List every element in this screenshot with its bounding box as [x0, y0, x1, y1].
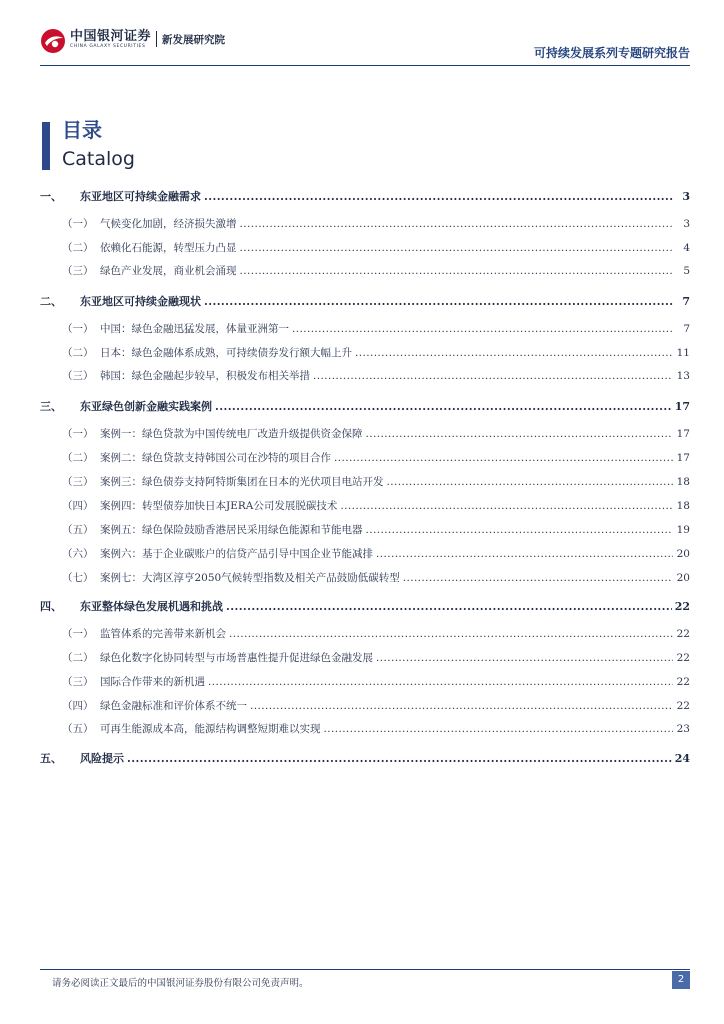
toc-entry[interactable] — [40, 398, 690, 414]
toc-entry[interactable] — [40, 188, 690, 204]
toc-entry-page: 22 — [676, 700, 690, 712]
toc-leader-dots — [376, 548, 673, 560]
toc-entry-page: 22 — [674, 600, 690, 613]
toc-entry-title: 案例六：基于企业碳账户的信贷产品引导中国企业节能减排 — [100, 548, 373, 560]
toc-entry-title: 依赖化石能源，转型压力凸显 — [100, 242, 237, 254]
brand-name-en: CHINA GALAXY SECURITIES — [70, 44, 146, 49]
toc-leader-dots — [250, 700, 673, 712]
brand-block — [70, 29, 151, 50]
toc-entry[interactable] — [40, 345, 690, 360]
toc-entry[interactable] — [40, 450, 690, 465]
page-number: 2 — [672, 971, 690, 989]
toc-entry-title: 绿色金融标准和评价体系不统一 — [100, 700, 247, 712]
toc-leader-dots — [240, 265, 674, 277]
toc-entry[interactable] — [40, 216, 690, 231]
toc-entry-page: 24 — [674, 752, 690, 765]
toc-entry[interactable] — [40, 498, 690, 513]
toc-entry-page: 18 — [676, 500, 690, 512]
page-title-cn: 目录 — [62, 118, 102, 142]
toc-entry-page: 20 — [676, 548, 690, 560]
toc-entry-page: 7 — [683, 323, 690, 335]
toc-entry-number: （二） — [62, 452, 94, 464]
toc-leader-dots — [403, 572, 673, 584]
toc-leader-dots — [292, 323, 673, 335]
toc-entry-page: 7 — [682, 295, 690, 308]
toc-entry[interactable] — [40, 674, 690, 689]
toc-entry-page: 3 — [682, 190, 690, 203]
toc-leader-dots — [366, 428, 674, 440]
toc-entry-number: （一） — [62, 323, 94, 335]
toc-entry-number: （三） — [62, 265, 94, 277]
toc-entry-title: 东亚整体绿色发展机遇和挑战 — [80, 600, 223, 613]
toc-entry-number: （三） — [62, 676, 94, 688]
toc-leader-dots — [366, 524, 674, 536]
toc-leader-dots — [376, 652, 673, 664]
toc-entry-title: 案例一：绿色贷款为中国传统电厂改造升级提供资金保障 — [100, 428, 363, 440]
toc-entry-title: 案例五：绿色保险鼓励香港居民采用绿色能源和节能电器 — [100, 524, 363, 536]
toc-leader-dots — [313, 370, 673, 382]
toc-leader-dots — [240, 218, 674, 230]
toc-entry-number: （三） — [62, 370, 94, 382]
toc-entry-page: 11 — [676, 347, 690, 359]
toc-entry-number: （四） — [62, 700, 94, 712]
title-accent-bar — [42, 122, 50, 170]
toc-entry[interactable] — [40, 263, 690, 278]
toc-entry-title: 案例二：绿色贷款支持韩国公司在沙特的项目合作 — [100, 452, 331, 464]
toc-entry[interactable] — [40, 598, 690, 614]
toc-leader-dots — [208, 676, 673, 688]
toc-entry-title: 可再生能源成本高，能源结构调整短期难以实现 — [100, 723, 321, 735]
toc-entry-number: （五） — [62, 723, 94, 735]
toc-entry-number: （二） — [62, 652, 94, 664]
toc-entry-title: 韩国：绿色金融起步较早，积极发布相关举措 — [100, 370, 310, 382]
toc-entry-page: 17 — [676, 452, 690, 464]
toc-leader-dots — [215, 400, 672, 413]
galaxy-logo-icon — [40, 28, 66, 54]
institute-name: 新发展研究院 — [162, 34, 225, 46]
toc-entry-page: 17 — [676, 428, 690, 440]
toc-entry-number: （七） — [62, 572, 94, 584]
toc-entry[interactable] — [40, 626, 690, 641]
toc-leader-dots — [387, 476, 674, 488]
toc-entry-number: 四、 — [40, 600, 62, 613]
toc-entry-title: 日本：绿色金融体系成熟，可持续债券发行额大幅上升 — [100, 347, 352, 359]
toc-leader-dots — [240, 242, 674, 254]
toc-entry-page: 20 — [676, 572, 690, 584]
brand-name-cn: 中国银河证券 — [70, 29, 152, 44]
header-separator — [156, 31, 157, 47]
toc-leader-dots — [340, 500, 673, 512]
toc-entry[interactable] — [40, 750, 690, 766]
toc-entry-title: 气候变化加剧，经济损失激增 — [100, 218, 237, 230]
toc-entry-page: 3 — [683, 218, 690, 230]
toc-entry-page: 5 — [683, 265, 690, 277]
toc-entry-page: 19 — [676, 524, 690, 536]
toc-entry-number: （二） — [62, 347, 94, 359]
toc-entry-title: 风险提示 — [80, 752, 124, 765]
toc-leader-dots — [229, 628, 673, 640]
toc-entry-title: 案例四：转型债券加快日本JERA公司发展脱碳技术 — [100, 500, 338, 512]
toc-entry-number: （一） — [62, 628, 94, 640]
toc-entry-title: 绿色化数字化协同转型与市场普惠性提升促进绿色金融发展 — [100, 652, 373, 664]
toc-entry-number: （五） — [62, 524, 94, 536]
toc-leader-dots — [204, 190, 673, 203]
toc-entry-page: 22 — [676, 652, 690, 664]
toc-leader-dots — [355, 347, 673, 359]
toc-leader-dots — [204, 295, 673, 308]
toc-entry-number: 五、 — [40, 752, 62, 765]
toc-entry[interactable] — [40, 368, 690, 383]
toc-entry-number: （四） — [62, 500, 94, 512]
toc-entry-page: 23 — [676, 723, 690, 735]
toc-entry-title: 东亚绿色创新金融实践案例 — [80, 400, 212, 413]
toc-entry-number: （三） — [62, 476, 94, 488]
toc-entry-number: （一） — [62, 218, 94, 230]
toc-entry[interactable] — [40, 321, 690, 336]
toc-entry[interactable] — [40, 650, 690, 665]
toc-entry[interactable] — [40, 293, 690, 309]
toc-entry-number: 一、 — [40, 190, 62, 203]
toc-entry-page: 22 — [676, 676, 690, 688]
toc-entry[interactable] — [40, 570, 690, 585]
report-series-title: 可持续发展系列专题研究报告 — [533, 46, 690, 60]
footer-rule — [40, 969, 690, 970]
toc-entry-number: （六） — [62, 548, 94, 560]
toc-entry-title: 绿色产业发展，商业机会涌现 — [100, 265, 237, 277]
toc-entry-page: 4 — [683, 242, 690, 254]
toc-leader-dots — [127, 752, 672, 765]
page-header — [0, 0, 724, 70]
toc-entry-page: 13 — [676, 370, 690, 382]
toc-entry[interactable] — [40, 698, 690, 713]
toc-leader-dots — [334, 452, 673, 464]
toc-entry[interactable] — [40, 522, 690, 537]
toc-entry-page: 17 — [674, 400, 690, 413]
toc-entry-title: 中国：绿色金融迅猛发展，体量亚洲第一 — [100, 323, 289, 335]
toc-leader-dots — [324, 723, 674, 735]
toc-entry-title: 东亚地区可持续金融需求 — [80, 190, 201, 203]
toc-entry-title: 案例七：大湾区淳亨2050气候转型指数及相关产品鼓励低碳转型 — [100, 572, 400, 584]
header-rule — [40, 65, 690, 66]
toc-entry-title: 案例三：绿色债券支持阿特斯集团在日本的光伏项目电站开发 — [100, 476, 384, 488]
toc-entry-title: 国际合作带来的新机遇 — [100, 676, 205, 688]
toc-entry-title: 监管体系的完善带来新机会 — [100, 628, 226, 640]
toc-leader-dots — [226, 600, 672, 613]
toc-entry-number: （二） — [62, 242, 94, 254]
page-title-en: Catalog — [62, 148, 135, 170]
toc-entry-page: 18 — [676, 476, 690, 488]
toc-entry[interactable] — [40, 721, 690, 736]
toc-entry-number: 三、 — [40, 400, 62, 413]
toc-entry-number: （一） — [62, 428, 94, 440]
toc-entry-page: 22 — [676, 628, 690, 640]
toc-entry-number: 二、 — [40, 295, 62, 308]
toc-entry[interactable] — [40, 240, 690, 255]
footer-disclaimer: 请务必阅读正文最后的中国银河证券股份有限公司免责声明。 — [52, 978, 309, 989]
toc-entry-title: 东亚地区可持续金融现状 — [80, 295, 201, 308]
toc-entry[interactable] — [40, 474, 690, 489]
toc-entry[interactable] — [40, 426, 690, 441]
toc-entry[interactable] — [40, 546, 690, 561]
